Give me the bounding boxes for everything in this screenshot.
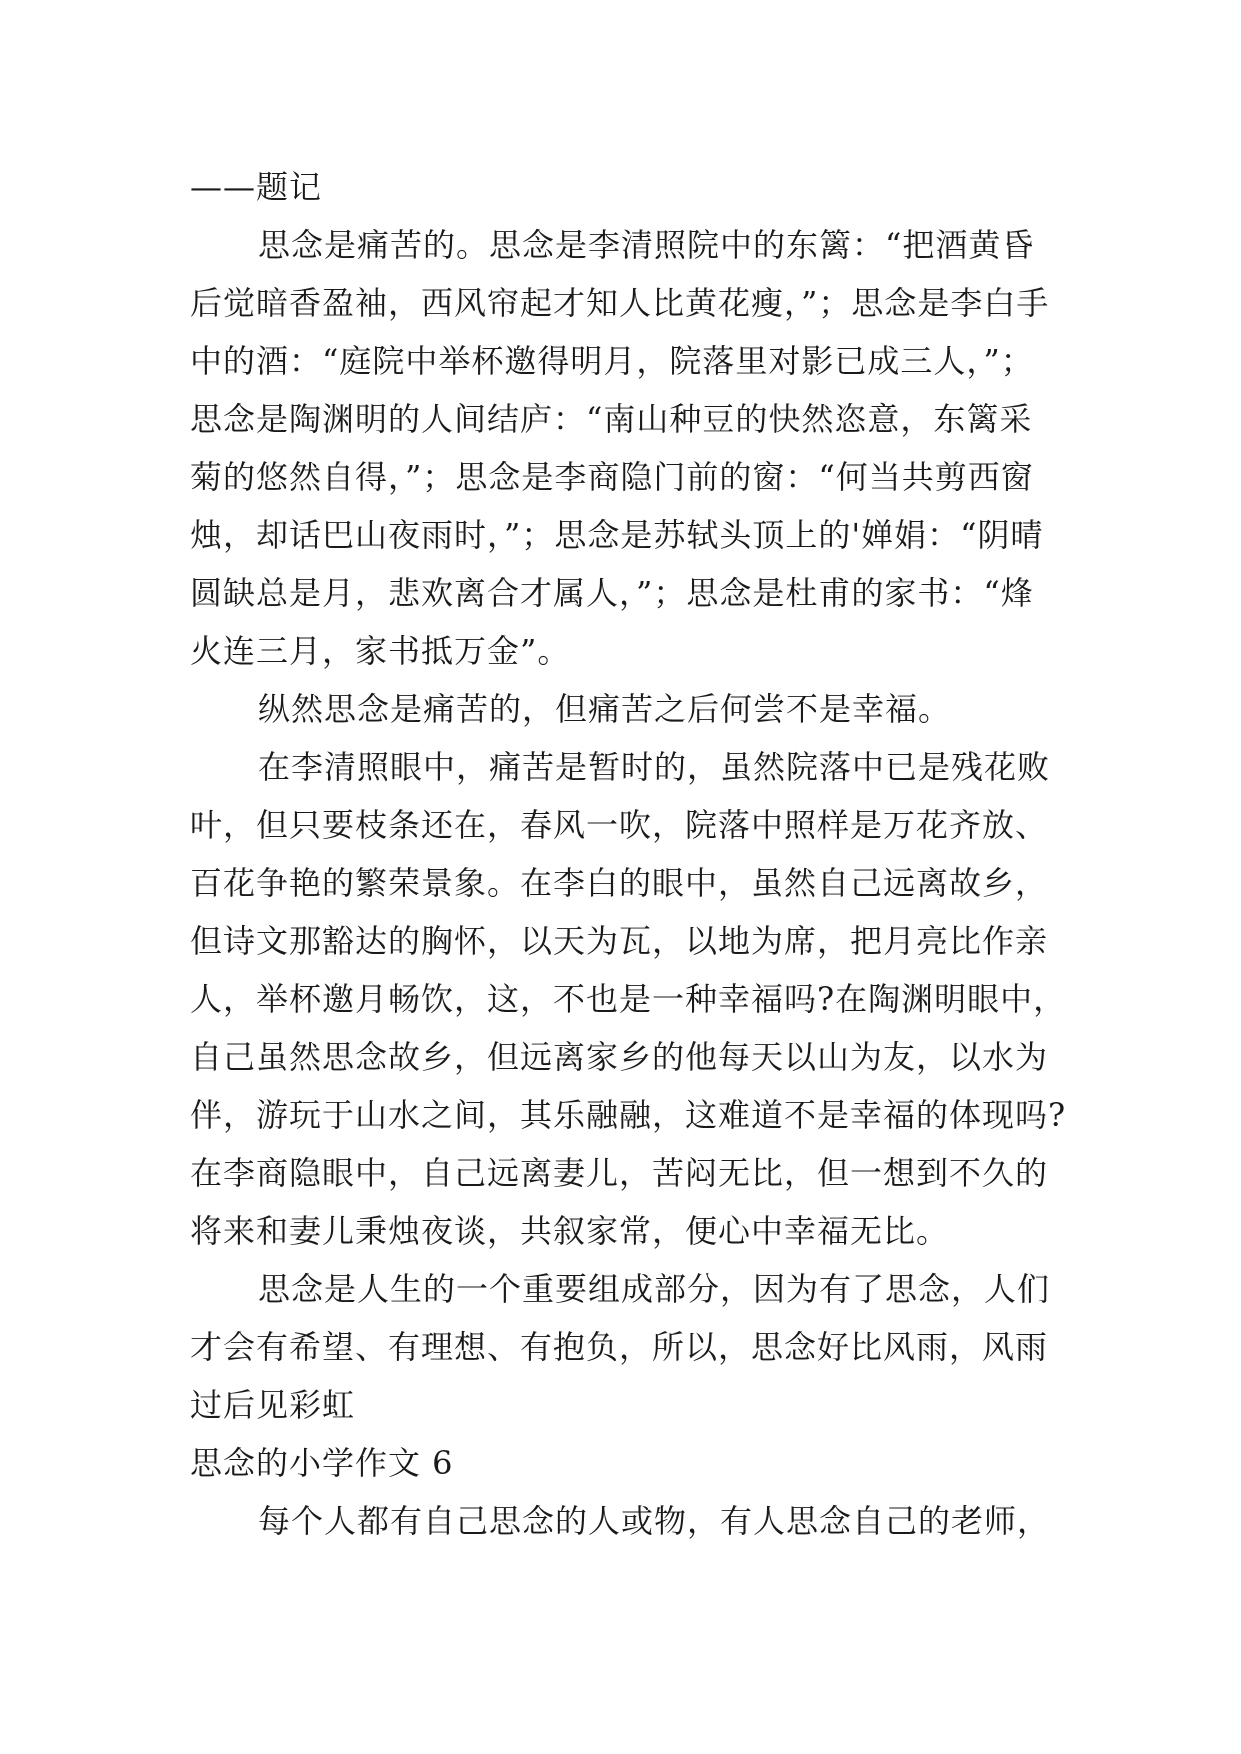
paragraph-line: 自己虽然思念故乡，但远离家乡的他每天以山为友，以水为 [190,1038,1049,1076]
paragraph-line: 圆缺总是月，悲欢离合才属人，”；思念是杜甫的家书：“烽 [190,574,1034,612]
paragraph-line: 火连三月，家书抵万金”。 [190,632,571,670]
paragraph-line: 伴，游玩于山水之间，其乐融融，这难道不是幸福的体现吗? [190,1096,1067,1134]
paragraph-line: 菊的悠然自得，”；思念是李商隐门前的窗：“何当共剪西窗 [190,458,1034,496]
paragraph-line: 但诗文那豁达的胸怀，以天为瓦，以地为席，把月亮比作亲 [190,922,1049,960]
epigraph-line: ——题记 [190,168,323,206]
paragraph-line: 纵然思念是痛苦的，但痛苦之后何尝不是幸福。 [258,690,952,728]
paragraph-line: 叶，但只要枝条还在，春风一吹，院落中照样是万花齐放、 [190,806,1049,844]
paragraph-line: 思念是人生的一个重要组成部分，因为有了思念，人们 [258,1270,1051,1308]
paragraph-line: 在李清照眼中，痛苦是暂时的，虽然院落中已是残花败 [258,748,1051,786]
paragraph-line: 将来和妻儿秉烛夜谈，共叙家常，便心中幸福无比。 [190,1212,950,1250]
paragraph-line: 后觉暗香盈袖，西风帘起才知人比黄花瘦，”；思念是李白手 [190,284,1050,322]
section-heading: 思念的小学作文 6 [190,1444,454,1482]
paragraph-line: 才会有希望、有理想、有抱负，所以，思念好比风雨，风雨 [190,1328,1049,1366]
paragraph-line: 在李商隐眼中，自己远离妻儿，苦闷无比，但一想到不久的 [190,1154,1049,1192]
document-page [190,158,1070,1550]
paragraph-line: 过后见彩虹 [190,1386,356,1424]
paragraph-line: 思念是痛苦的。思念是李清照院中的东篱：“把酒黄昏 [258,226,1035,264]
paragraph-line: 人，举杯邀月畅饮，这，不也是一种幸福吗?在陶渊明眼中， [190,980,1067,1018]
paragraph-line: 每个人都有自己思念的人或物，有人思念自己的老师， [258,1502,1051,1540]
paragraph-line: 百花争艳的繁荣景象。在李白的眼中，虽然自己远离故乡， [190,864,1049,902]
paragraph-line: 思念是陶渊明的人间结庐：“南山种豆的快然恣意，东篱采 [190,400,1033,438]
paragraph-line: 中的酒：“庭院中举杯邀得明月，院落里对影已成三人，”； [190,342,1034,380]
paragraph-line: 烛，却话巴山夜雨时，”；思念是苏轼头顶上的'婵娟：“阴晴 [190,516,1044,554]
